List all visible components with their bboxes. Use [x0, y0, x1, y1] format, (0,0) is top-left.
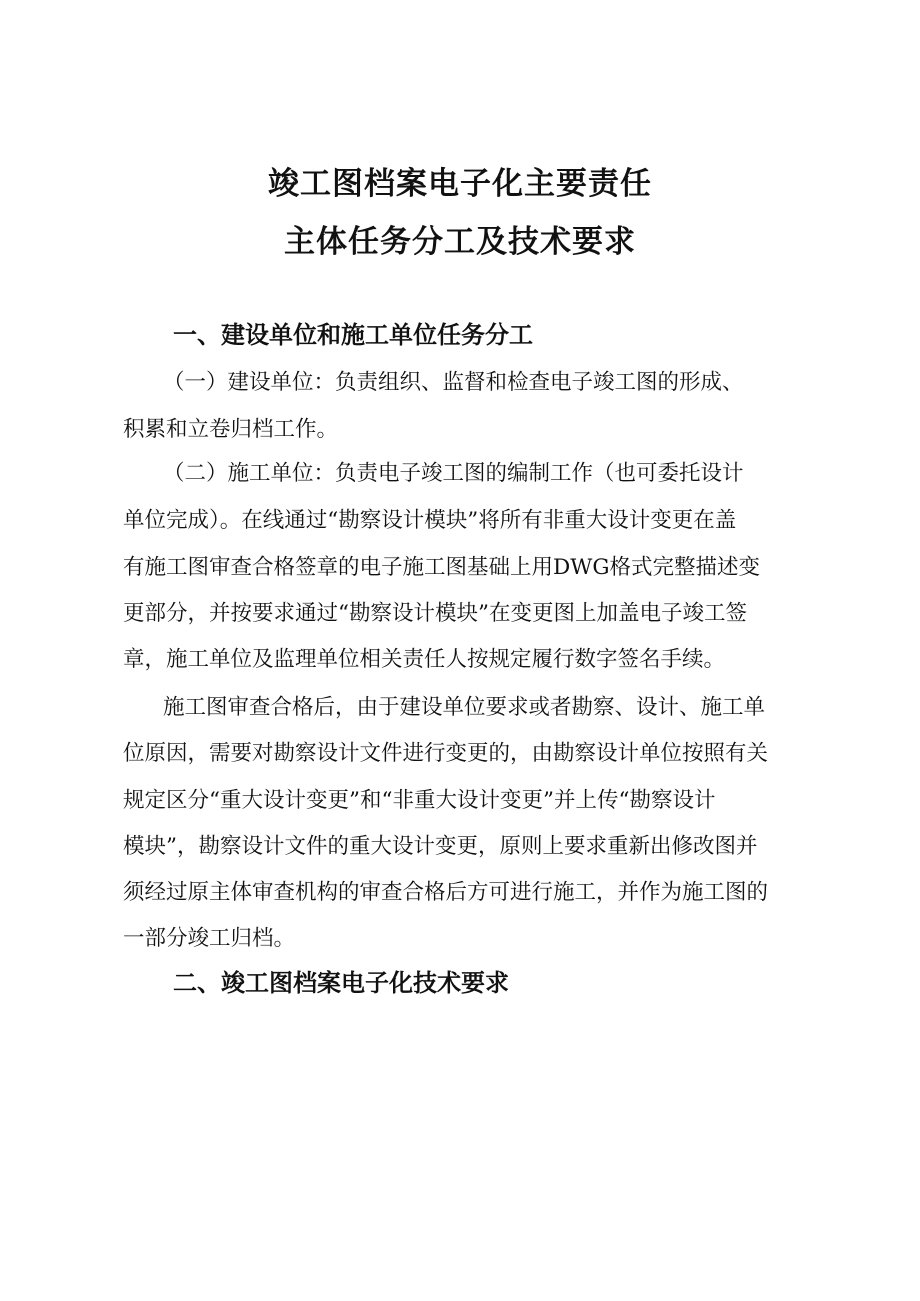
- section-heading-1: 一、建设单位和施工单位任务分工: [173, 321, 533, 349]
- text-line: 有施工图审查合格签章的电子施工图基础上用DWG格式完整描述变: [123, 555, 761, 580]
- document-title-line-2: 主体任务分工及技术要求: [284, 224, 636, 260]
- text-line: （二）施工单位：负责电子竣工图的编制工作（也可委托设计: [163, 461, 744, 486]
- text-line: 规定区分“重大设计变更”和“非重大设计变更”并上传“勘察设计: [123, 788, 716, 813]
- text-line: 更部分，并按要求通过“勘察设计模块”在变更图上加盖电子竣工签: [123, 601, 747, 626]
- text-line: 一部分竣工归档。: [123, 926, 296, 951]
- text-line: 模块”，勘察设计文件的重大设计变更，原则上要求重新出修改图并: [123, 834, 758, 859]
- text-line: 须经过原主体审查机构的审查合格后方可进行施工，并作为施工图的: [123, 880, 769, 905]
- section-heading-2: 二、竣工图档案电子化技术要求: [173, 969, 509, 997]
- text-line: 章，施工单位及监理单位相关责任人按规定履行数字签名手续。: [123, 647, 726, 672]
- text-line: 位原因，需要对勘察设计文件进行变更的，由勘察设计单位按照有关: [123, 741, 769, 766]
- text-line: 单位完成）。在线通过“勘察设计模块”将所有非重大设计变更在盖: [123, 508, 737, 533]
- text-line: 施工图审查合格后，由于建设单位要求或者勘察、设计、施工单: [163, 695, 766, 720]
- document-title-line-1: 竣工图档案电子化主要责任: [268, 166, 652, 202]
- text-line: 积累和立卷归档工作。: [123, 417, 339, 442]
- text-line: （一）建设单位：负责组织、监督和检查电子竣工图的形成、: [163, 370, 744, 395]
